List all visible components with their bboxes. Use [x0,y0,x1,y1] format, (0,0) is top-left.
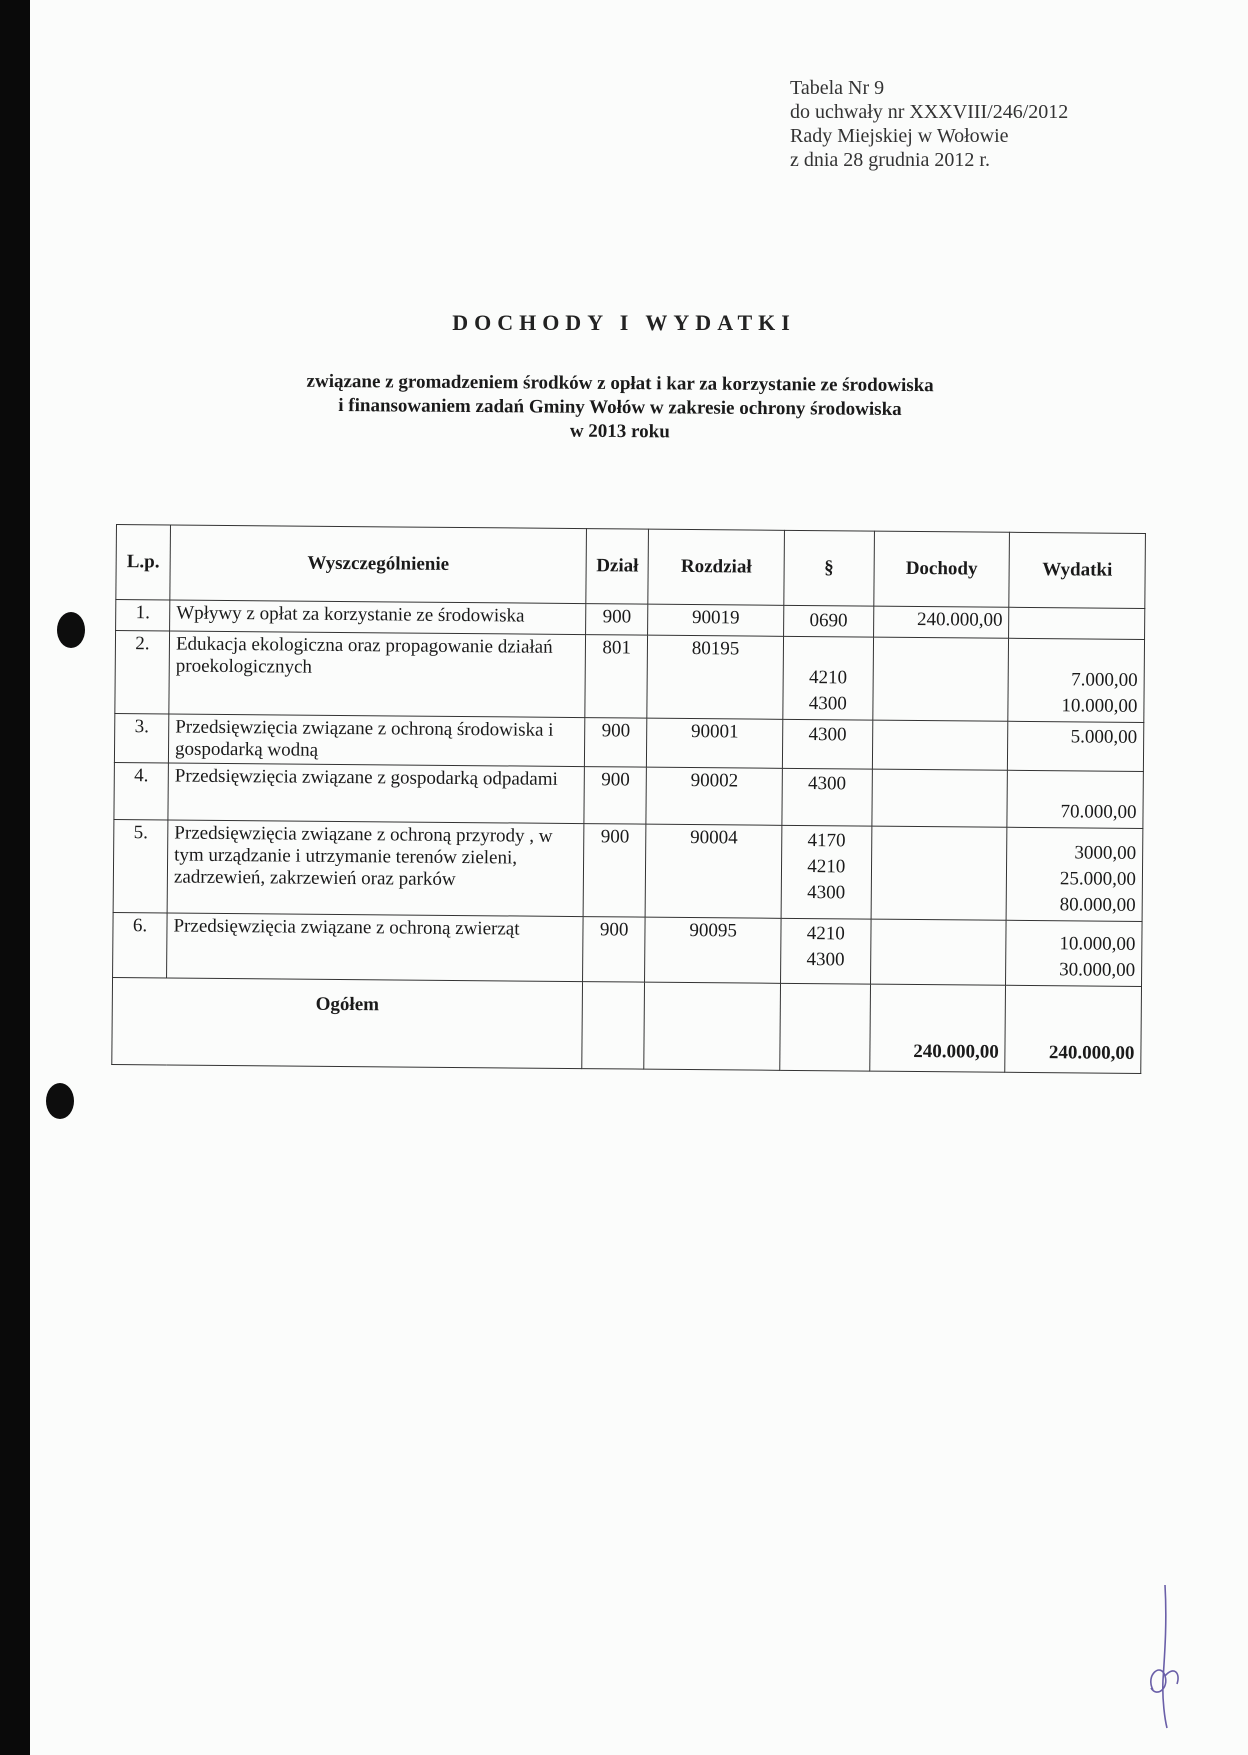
cell-paragraf [780,918,870,984]
cell-dochody: 240.000,00 [873,606,1009,638]
cell-paragraf [781,825,872,919]
header-dochody: Dochody [873,531,1009,607]
total-wydatki: 240.000,00 [1005,985,1141,1073]
cell-name: Przedsięwzięcia związane z ochroną zwierząt [167,913,584,982]
cell-wydatki [1009,607,1145,639]
wydatki-value: 30.000,00 [1059,959,1136,981]
budget-table [111,524,1146,1074]
table-row [113,912,1143,986]
wydatki-value: 80.000,00 [1059,894,1136,916]
cell-lp: 2. [115,631,170,714]
cell-dzial: 900 [586,604,648,636]
wydatki-value: 10.000,00 [1059,933,1136,955]
paragraf-value: 4210 [807,856,846,878]
cell-wydatki [1008,721,1144,771]
cell-lp: 4. [114,762,169,819]
wydatki-value: 5.000,00 [1070,726,1138,748]
cell-name: Wpływy z opłat za korzystanie ze środowiska [170,600,586,635]
cell-name: Przedsięwzięcia związane z ochroną przyrody , w tym urządzanie i utrzymanie terenów zieleni, zadrzewień, zakrzewień oraz parków [167,820,584,917]
cell-dochody [873,637,1009,721]
subtitle-line-3: w 2013 roku [569,420,670,443]
paragraf-value: 4300 [808,693,847,715]
total-rozdzial-empty [644,982,780,1070]
table-header-row [116,525,1146,609]
total-dzial-empty [582,982,645,1070]
table-row [113,819,1143,921]
total-paragraf-empty [780,983,870,1071]
header-line-2: do uchwały nr XXXVIII/246/2012 [790,101,1069,123]
subtitle-line-2: i finansowaniem zadań Gminy Wołów w zakresie ochrony środowiska [338,395,902,420]
total-dochody: 240.000,00 [869,984,1005,1072]
document-subtitle [170,369,1070,447]
wydatki-value: 25.000,00 [1059,868,1137,890]
cell-dochody [872,769,1008,827]
paragraf-value: 4300 [808,724,847,746]
paragraf-value: 4170 [807,830,846,852]
header-wydatki: Wydatki [1009,532,1145,608]
header-name: Wyszczególnienie [170,525,587,604]
cell-dzial: 900 [584,767,647,825]
cell-rozdzial: 90095 [645,917,781,983]
wydatki-value: 10.000,00 [1061,695,1138,717]
header-dzial: Dział [586,529,649,605]
cell-paragraf [783,636,873,720]
document-title: DOCHODY I WYDATKI [452,310,796,335]
wydatki-value: 7.000,00 [1071,669,1138,691]
table-row [115,631,1145,723]
paragraf-value: 4300 [807,773,847,795]
cell-lp: 1. [116,600,170,631]
wydatki-value: 70.000,00 [1060,801,1137,823]
document-header [790,76,1068,172]
header-lp: L.p. [116,525,171,600]
total-row [112,977,1142,1073]
cell-lp: 5. [113,819,168,912]
cell-paragraf [782,768,872,826]
cell-dzial: 900 [583,917,646,983]
cell-dzial: 900 [583,824,646,918]
handwritten-signature [1135,1580,1195,1730]
punch-hole-bottom [46,1083,74,1119]
cell-wydatki [1007,770,1143,828]
cell-dzial: 801 [585,635,648,719]
scan-black-edge [0,0,30,1755]
cell-rozdzial: 90004 [645,824,781,918]
cell-rozdzial: 90019 [648,604,784,636]
wydatki-value: 3000,00 [1074,842,1137,864]
cell-paragraf [782,719,872,769]
cell-lp: 6. [113,912,168,977]
cell-wydatki [1008,638,1144,722]
cell-lp: 3. [114,713,168,762]
cell-dochody [871,826,1007,920]
cell-name: Przedsięwzięcia związane z gospodarką odpadami [168,763,585,824]
punch-hole-top [57,612,85,648]
cell-wydatki [1006,827,1142,921]
table-row [114,762,1143,828]
header-paragraf: § [784,530,874,606]
cell-paragraf [783,605,873,637]
paragraf-value: 4300 [806,949,845,971]
cell-dochody [872,720,1008,770]
paragraf-value: 4300 [807,882,846,904]
paragraf-value: 0690 [809,610,848,632]
table-row [114,713,1143,771]
cell-name: Edukacja ekologiczna oraz propagowanie działań proekologicznych [169,631,586,718]
cell-rozdzial: 90001 [647,718,783,768]
cell-dzial: 900 [585,718,648,768]
header-line-4: z dnia 28 grudnia 2012 r. [790,149,990,171]
header-rozdzial: Rozdział [648,529,784,605]
cell-wydatki [1006,920,1142,986]
total-label: Ogółem [112,977,583,1068]
cell-rozdzial: 80195 [647,635,783,719]
paragraf-value: 4210 [808,667,848,689]
paragraf-value: 4210 [806,923,845,945]
header-line-1: Tabela Nr 9 [790,77,885,99]
header-line-3: Rady Miejskiej w Wołowie [790,125,1009,147]
cell-dochody [870,919,1006,985]
cell-rozdzial: 90002 [646,767,782,825]
subtitle-line-1: związane z gromadzeniem środków z opłat i kar za korzystanie ze środowiska [306,370,934,397]
cell-name: Przedsięwzięcia związane z ochroną środowiska i gospodarką wodną [168,714,584,767]
